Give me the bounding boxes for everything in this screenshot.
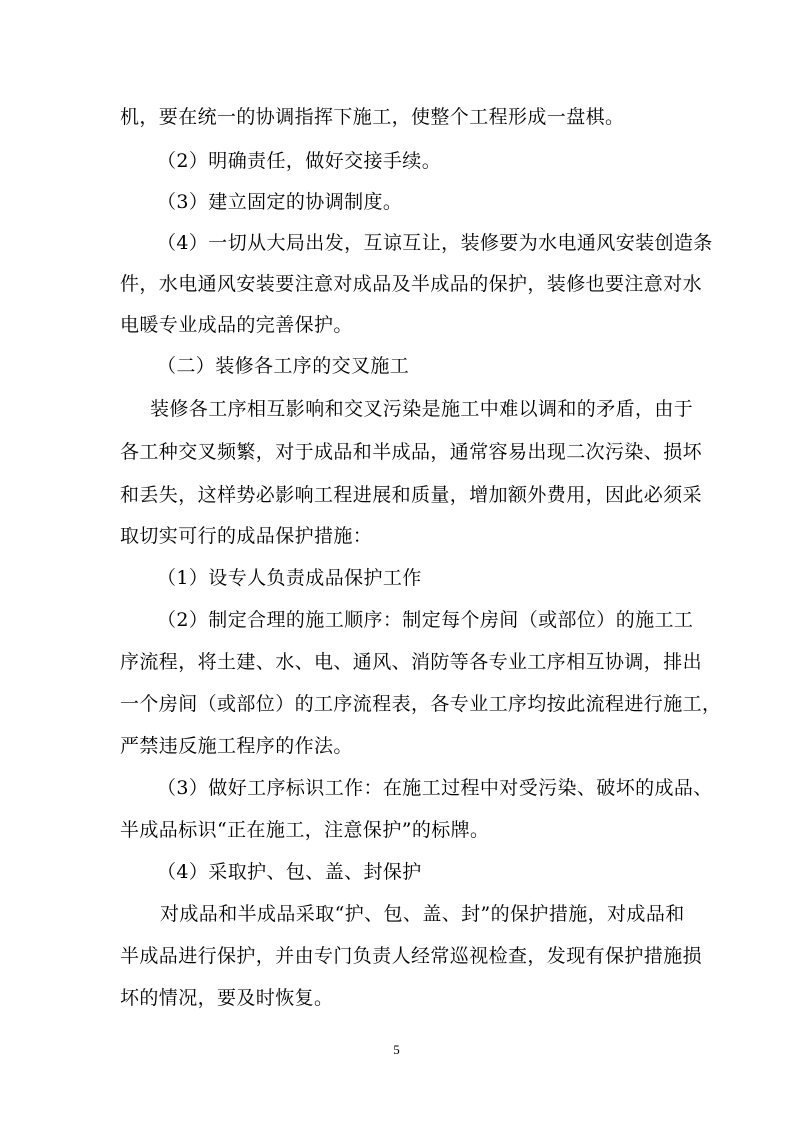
paragraph-line: 半成品标识“正在施工，注意保护”的标牌。 [120,819,490,841]
page-number: 5 [393,1042,400,1057]
paragraph-line: 件，水电通风安装要注意对成品及半成品的保护，装修也要注意对水 [120,273,703,295]
list-item: （4）采取护、包、盖、封保护 [157,861,422,883]
paragraph-line: 一个房间（或部位）的工序流程表，各专业工序均按此流程进行施工， [120,693,722,715]
list-item: （4）一切从大局出发，互谅互让，装修要为水电通风安装创造条 [157,232,713,254]
list-item: （3）做好工序标识工作：在施工过程中对受污染、破坏的成品、 [157,777,713,799]
paragraph-line: 取切实可行的成品保护措施： [120,525,373,547]
paragraph-line: 装修各工序相互影响和交叉污染是施工中难以调和的矛盾，由于 [150,398,694,420]
paragraph-line: 电暖专业成品的完善保护。 [120,314,353,336]
paragraph-line: 坏的情况，要及时恢复。 [120,987,334,1009]
paragraph-line: 和丢失，这样势必影响工程进展和质量，增加额外费用，因此必须采 [120,484,703,506]
paragraph-line: 严禁违反施工程序的作法。 [120,735,353,757]
paragraph-line: 机，要在统一的协调指挥下施工，使整个工程形成一盘棋。 [120,106,625,128]
paragraph-line: 半成品进行保护，并由专门负责人经常巡视检查，发现有保护措施损 [120,945,703,967]
list-item: （2）制定合理的施工顺序：制定每个房间（或部位）的施工工 [157,609,694,631]
section-heading: （二）装修各工序的交叉施工 [157,355,410,377]
paragraph-line: 各工种交叉频繁，对于成品和半成品，通常容易出现二次污染、损坏 [120,441,703,463]
list-item: （2）明确责任，做好交接手续。 [157,150,442,172]
list-item: （1）设专人负责成品保护工作 [157,567,422,589]
paragraph-line: 序流程，将土建、水、电、通风、消防等各专业工序相互协调，排出 [120,651,703,673]
paragraph-line: 对成品和半成品采取“护、包、盖、封”的保护措施，对成品和 [160,903,685,925]
list-item: （3）建立固定的协调制度。 [157,191,403,213]
